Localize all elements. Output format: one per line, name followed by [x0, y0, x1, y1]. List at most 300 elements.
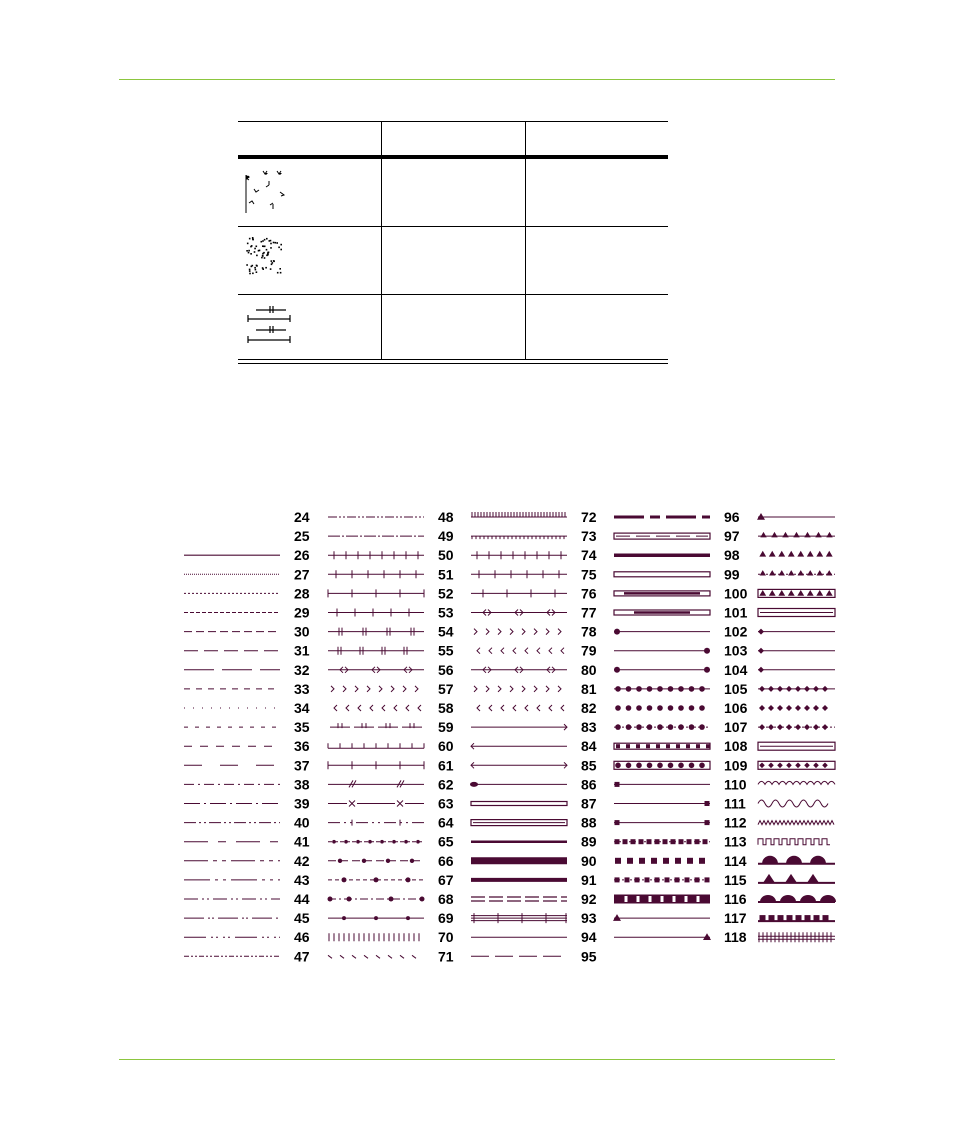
stipple-dot: [271, 264, 273, 266]
line-style-sample: [615, 858, 705, 864]
line-style-number: 36: [294, 738, 310, 755]
line-style-sample: [471, 512, 567, 517]
line-style-number: 73: [581, 528, 597, 545]
line-style-mark: [382, 705, 385, 711]
pattern-table: [238, 121, 668, 366]
line-style-number: 98: [724, 547, 740, 564]
line-style-mark: [631, 839, 636, 844]
line-style-sample: [614, 724, 710, 730]
line-style-mark: [626, 744, 630, 748]
line-style-number: 115: [724, 871, 747, 888]
line-style-sample: [758, 821, 834, 825]
line-style-mark: [699, 686, 705, 692]
line-style-mark: [639, 858, 645, 864]
line-style-mark: [793, 532, 799, 537]
line-style-mark: [777, 705, 783, 711]
line-style-sample: [758, 589, 835, 597]
stipple-dot: [251, 245, 253, 247]
line-style-mark: [779, 570, 785, 575]
stipple-dot: [261, 241, 263, 243]
line-style-mark: [668, 763, 674, 769]
line-style-number: 37: [294, 757, 310, 774]
line-style-number: 99: [724, 566, 740, 583]
line-style-mark: [639, 839, 644, 844]
line-style-sample: [471, 724, 567, 730]
line-style-mark: [787, 915, 793, 921]
line-style-mark: [626, 763, 632, 769]
line-style-mark: [807, 874, 819, 883]
line-style-mark: [364, 955, 368, 958]
line-style-number: 59: [438, 719, 454, 736]
line-style-mark: [334, 705, 337, 711]
line-style-number: 116: [724, 891, 747, 907]
line-style-number: 71: [438, 948, 454, 965]
line-style-mark: [703, 839, 708, 844]
line-style-number: 47: [294, 948, 310, 965]
line-style-mark: [558, 629, 561, 635]
line-style-mark: [388, 955, 392, 958]
line-style-number: 24: [294, 509, 310, 525]
line-style-mark: [655, 839, 660, 844]
line-style-number: 93: [581, 910, 597, 927]
line-style-mark: [645, 877, 650, 882]
stipple-dot: [266, 238, 268, 240]
line-style-mark: [697, 896, 700, 902]
line-style-sample: [328, 761, 424, 769]
stipple-dot: [273, 242, 275, 244]
line-style-mark: [386, 859, 390, 863]
line-style-mark: [788, 570, 794, 575]
line-style-mark: [534, 686, 537, 692]
line-style-mark: [370, 705, 373, 711]
line-style-number: 106: [724, 700, 748, 716]
stipple-dot: [254, 248, 256, 250]
line-style-mark: [501, 648, 504, 654]
line-style-sample: [614, 933, 711, 940]
line-style-sample: [328, 628, 424, 636]
line-style-number: 113: [724, 833, 747, 850]
line-style-mark: [374, 877, 379, 882]
line-style-number: 77: [581, 604, 597, 621]
line-style-mark: [665, 877, 670, 882]
line-style-mark: [771, 532, 777, 537]
line-style-mark: [826, 570, 832, 575]
stipple-dot: [279, 268, 281, 270]
line-style-mark: [392, 840, 396, 844]
line-style-mark: [663, 858, 669, 864]
line-style-number: 42: [294, 852, 310, 869]
line-style-mark: [673, 896, 676, 902]
line-style-mark: [798, 570, 804, 575]
stipple-dot: [278, 247, 280, 249]
line-style-sample: [758, 915, 835, 921]
line-style-mark: [778, 915, 784, 921]
line-style-number: 69: [438, 910, 454, 927]
line-style-number: 89: [581, 833, 597, 850]
line-style-mark: [534, 629, 537, 635]
line-style-number: 34: [294, 700, 310, 716]
line-style-number: 40: [294, 814, 310, 831]
line-style-sample: [328, 955, 416, 958]
line-style-sample: [477, 705, 564, 711]
line-style-mark: [656, 744, 660, 748]
line-style-number: 48: [438, 509, 454, 525]
line-style-mark: [501, 705, 504, 711]
line-style-mark: [800, 895, 816, 902]
line-style-number: 82: [581, 700, 597, 716]
line-style-mark: [474, 686, 477, 692]
line-style-mark: [342, 877, 347, 882]
line-style-mark: [626, 705, 632, 711]
line-style-mark: [379, 686, 382, 692]
line-style-sample: [328, 667, 424, 673]
line-style-mark: [415, 686, 418, 692]
dot-stipple-pattern-icon: [244, 235, 292, 283]
line-style-sample: [758, 648, 835, 654]
line-style-sample: [614, 782, 710, 787]
line-style-mark: [615, 763, 621, 769]
line-style-number: 67: [438, 871, 454, 888]
line-style-mark: [627, 858, 633, 864]
line-style-chart: [0, 500, 954, 970]
line-style-mark: [522, 629, 525, 635]
line-style-mark: [477, 648, 480, 654]
line-style-number: 74: [581, 547, 597, 564]
line-style-mark: [762, 856, 778, 864]
line-style-number: 52: [438, 585, 454, 602]
line-style-sample: [474, 686, 561, 692]
line-style-mark: [649, 896, 652, 902]
line-style-sample: [758, 686, 835, 692]
line-style-mark: [758, 821, 834, 825]
line-style-mark: [626, 724, 632, 730]
line-style-mark: [689, 686, 695, 692]
line-style-sample: [471, 897, 567, 901]
stipple-dot: [280, 249, 282, 251]
line-style-number: 76: [581, 585, 597, 602]
line-style-number: 80: [581, 661, 597, 678]
line-style-mark: [760, 895, 776, 902]
line-style-mark: [706, 744, 710, 748]
line-style-mark: [797, 551, 804, 557]
line-style-sample: [474, 629, 561, 635]
line-style-number: 118: [724, 929, 747, 946]
line-style-mark: [613, 914, 621, 921]
line-style-mark: [679, 839, 684, 844]
line-style-mark: [813, 686, 819, 692]
line-style-number: 65: [438, 833, 454, 850]
line-style-number: 81: [581, 680, 597, 697]
line-style-mark: [651, 858, 657, 864]
line-style-number: 31: [294, 642, 310, 659]
line-style-mark: [807, 570, 813, 575]
line-style-sample: [471, 551, 567, 559]
line-style-mark: [657, 763, 663, 769]
line-style-number: 41: [294, 833, 310, 850]
line-style-sample: [614, 820, 710, 825]
line-style-sample: [614, 877, 710, 882]
line-style-number: 101: [724, 604, 748, 621]
line-style-mark: [522, 686, 525, 692]
line-style-mark: [614, 572, 710, 577]
stipple-dot: [264, 257, 266, 259]
line-style-mark: [400, 955, 404, 958]
line-style-mark: [785, 874, 797, 883]
line-style-mark: [328, 955, 332, 958]
line-style-mark: [795, 686, 801, 692]
stipple-dot: [271, 260, 273, 262]
stipple-dot: [254, 267, 256, 269]
line-style-sample: [331, 686, 418, 692]
line-style-number: 50: [438, 547, 454, 564]
line-style-number: 102: [724, 623, 748, 640]
line-style-sample: [758, 856, 835, 864]
line-style-sample: [758, 724, 835, 730]
line-style-number: 30: [294, 623, 310, 640]
line-style-mark: [646, 744, 650, 748]
line-style-mark: [777, 724, 783, 730]
line-style-mark: [804, 532, 810, 537]
line-style-number: 84: [581, 738, 597, 755]
line-style-mark: [615, 858, 621, 864]
line-style-sample: [614, 761, 710, 769]
line-style-mark: [813, 705, 819, 711]
line-style-mark: [687, 839, 692, 844]
line-style-mark: [826, 551, 833, 557]
line-style-sample: [471, 762, 567, 768]
line-style-mark: [647, 705, 653, 711]
line-style-number: 54: [438, 623, 454, 640]
line-style-mark: [331, 686, 334, 692]
stipple-dot: [266, 249, 268, 251]
line-style-mark: [758, 839, 830, 845]
line-style-mark: [343, 686, 346, 692]
line-style-mark: [358, 705, 361, 711]
line-style-sample: [329, 933, 419, 941]
line-style-mark: [768, 724, 774, 730]
line-style-sample: [328, 801, 424, 807]
line-style-number: 66: [438, 852, 454, 869]
line-style-mark: [406, 916, 410, 920]
line-style-mark: [795, 705, 801, 711]
line-style-mark: [406, 705, 409, 711]
line-style-mark: [477, 705, 480, 711]
line-style-mark: [525, 648, 528, 654]
stipple-dot: [256, 265, 258, 267]
line-style-mark: [561, 705, 564, 711]
line-style-number: 62: [438, 776, 454, 793]
stipple-dot: [270, 268, 272, 270]
line-style-mark: [614, 629, 620, 635]
line-style-mark: [404, 840, 408, 844]
stipple-dot: [269, 240, 271, 242]
line-style-sample: [328, 859, 424, 863]
line-style-mark: [647, 724, 653, 730]
line-style-mark: [758, 667, 764, 673]
line-style-mark: [678, 686, 684, 692]
line-style-sample: [328, 877, 424, 882]
line-style-sample: [614, 648, 710, 654]
dimension-bracket-pattern-icon: [244, 304, 292, 352]
line-style-sample: [758, 570, 835, 575]
stipple-dot: [252, 273, 254, 275]
line-style-number: 29: [294, 604, 310, 621]
line-style-mark: [340, 955, 344, 958]
line-style-mark: [614, 667, 620, 673]
stipple-dot: [247, 243, 249, 245]
line-style-mark: [703, 933, 711, 940]
line-style-sample: [614, 591, 710, 596]
line-style-mark: [689, 705, 695, 711]
table-bottom-border: [238, 363, 668, 364]
line-style-mark: [647, 686, 653, 692]
line-style-mark: [338, 859, 342, 863]
table-top-border: [238, 121, 668, 122]
footer-rule: [119, 1059, 835, 1060]
line-style-mark: [418, 705, 421, 711]
line-style-mark: [759, 551, 766, 557]
line-style-mark: [822, 705, 828, 711]
line-style-sample: [328, 743, 424, 748]
line-style-number: 107: [724, 719, 748, 736]
line-style-mark: [759, 724, 765, 730]
line-style-mark: [759, 705, 765, 711]
stipple-dot: [270, 247, 272, 249]
line-style-mark: [513, 648, 516, 654]
line-style-mark: [410, 859, 414, 863]
line-style-sample: [330, 723, 422, 728]
stipple-dot: [263, 246, 265, 248]
table-header-border: [238, 155, 668, 159]
line-style-mark: [362, 859, 366, 863]
stipple-dot: [280, 272, 282, 274]
line-style-number: 60: [438, 738, 454, 755]
line-style-mark: [416, 840, 420, 844]
line-style-sample: [613, 914, 710, 921]
line-style-sample: [328, 916, 424, 920]
line-style-mark: [657, 724, 663, 730]
line-style-mark: [758, 781, 835, 784]
line-style-number: 75: [581, 566, 597, 583]
line-style-mark: [675, 877, 680, 882]
line-style-sample: [471, 802, 567, 806]
line-style-sample: [614, 743, 710, 749]
stipple-dot: [273, 260, 275, 262]
line-style-sample: [334, 705, 421, 711]
line-style-mark: [822, 724, 828, 730]
stipple-dot: [249, 269, 251, 271]
line-style-mark: [549, 705, 552, 711]
stipple-dot: [262, 268, 264, 270]
line-style-mark: [486, 629, 489, 635]
line-style-number: 97: [724, 528, 740, 545]
line-style-number: 79: [581, 642, 597, 659]
line-style-mark: [403, 686, 406, 692]
line-style-mark: [626, 686, 632, 692]
line-style-mark: [815, 532, 821, 537]
line-style-mark: [510, 686, 513, 692]
line-style-mark: [820, 895, 836, 902]
line-style-number: 108: [724, 738, 748, 755]
line-style-mark: [826, 532, 832, 537]
header-rule: [119, 79, 835, 80]
line-style-number: 43: [294, 871, 310, 888]
line-style-number: 110: [724, 776, 747, 793]
line-style-mark: [374, 916, 378, 920]
line-style-mark: [346, 705, 349, 711]
line-style-mark: [663, 839, 668, 844]
line-style-number: 111: [724, 795, 746, 812]
line-style-mark: [814, 915, 820, 921]
line-style-sample: [614, 667, 710, 673]
line-style-mark: [757, 513, 765, 520]
table-bottom-border: [238, 359, 668, 360]
line-style-mark: [668, 724, 674, 730]
line-style-sample: [477, 648, 564, 654]
line-style-sample: [328, 897, 425, 902]
line-style-number: 103: [724, 642, 748, 659]
line-style-number: 78: [581, 623, 597, 640]
line-style-mark: [696, 744, 700, 748]
line-style-mark: [510, 629, 513, 635]
line-style-mark: [769, 551, 776, 557]
line-style-mark: [759, 686, 765, 692]
line-style-number: 112: [724, 814, 747, 831]
line-style-mark: [486, 686, 489, 692]
line-style-number: 55: [438, 642, 454, 659]
line-style-mark: [655, 877, 660, 882]
line-style-number: 44: [294, 891, 310, 907]
line-style-number: 61: [438, 757, 454, 774]
stipple-dot: [250, 253, 252, 255]
line-style-sample: [328, 840, 424, 844]
line-style-number: 83: [581, 719, 597, 736]
table-column-divider: [381, 121, 382, 360]
line-style-mark: [758, 589, 835, 597]
line-style-mark: [769, 570, 775, 575]
line-style-mark: [685, 896, 688, 902]
line-style-sample: [757, 513, 835, 520]
line-style-mark: [769, 915, 775, 921]
stipple-dot: [261, 257, 263, 259]
line-style-mark: [675, 858, 681, 864]
line-style-number: 90: [581, 852, 597, 869]
line-style-number: 68: [438, 891, 454, 907]
table-row-divider: [238, 294, 668, 295]
line-style-sample: [758, 532, 835, 537]
line-style-mark: [615, 724, 621, 730]
line-style-mark: [549, 648, 552, 654]
line-style-number: 26: [294, 547, 310, 564]
line-style-mark: [637, 896, 640, 902]
table-column-divider: [525, 121, 526, 360]
line-style-mark: [412, 955, 416, 958]
line-style-mark: [489, 705, 492, 711]
line-style-number: 96: [724, 509, 740, 525]
line-style-sample: [614, 610, 710, 615]
table-row-divider: [238, 226, 668, 227]
line-style-number: 28: [294, 585, 310, 602]
stipple-dot: [270, 243, 272, 245]
line-style-number: 91: [581, 871, 597, 888]
line-style-mark: [636, 763, 642, 769]
line-style-mark: [786, 856, 802, 864]
line-style-mark: [332, 840, 336, 844]
stipple-dot: [248, 250, 250, 252]
stipple-dot: [275, 242, 277, 244]
line-style-sample: [614, 686, 710, 692]
line-style-mark: [344, 840, 348, 844]
